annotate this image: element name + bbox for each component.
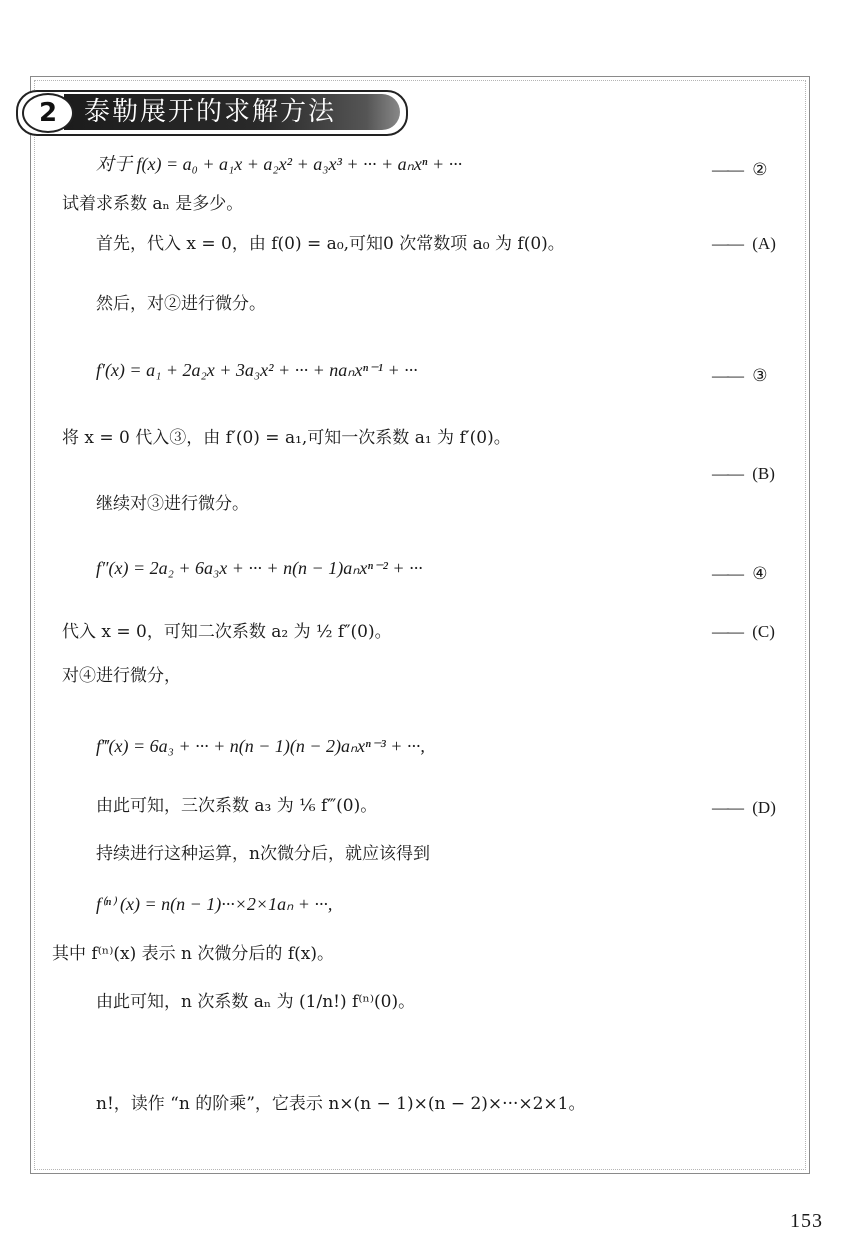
equation-tag-2: —— ②: [712, 158, 768, 182]
section-number: 2: [22, 93, 74, 133]
factorial-note: n!，读作 “n 的阶乘”，它表示 n×(n − 1)×(n − 2)×···×2×1。: [96, 1094, 586, 1114]
equation-second-derivative: f″(x) = 2a₂ + 6a₃x + ··· + n(n − 1)aₙxⁿ⁻² + ···: [96, 558, 423, 578]
equation-tag-3: —— ③: [712, 364, 768, 388]
page-number: 153: [790, 1210, 823, 1232]
equation-taylor-series: 对于 f(x) = a₀ + a₁x + a₂x² + a₃x³ + ··· + aₙxⁿ + ···: [96, 154, 463, 174]
text-line: 由此可知，三次系数 a₃ 为 ⅙ f‴(0)。: [96, 796, 378, 816]
equation-nth-derivative: f⁽ⁿ⁾ (x) = n(n − 1)···×2×1aₙ + ···,: [96, 894, 333, 914]
equation-tag-b: —— (B): [712, 462, 775, 486]
text-line: 然后，对②进行微分。: [96, 294, 266, 314]
text-line: 其中 f⁽ⁿ⁾(x) 表示 n 次微分后的 f(x)。: [52, 944, 334, 964]
text-line: 试着求系数 aₙ 是多少。: [62, 194, 244, 214]
equation-tag-c: —— (C): [712, 620, 775, 644]
equation-tag-d: —— (D): [712, 796, 776, 820]
text-line: 继续对③进行微分。: [96, 494, 249, 514]
equation-third-derivative: f‴(x) = 6a₃ + ··· + n(n − 1)(n − 2)aₙxⁿ⁻³ + ···,: [96, 736, 425, 756]
text-line: 对④进行微分，: [62, 666, 181, 686]
text-line: 代入 x = 0，可知二次系数 a₂ 为 ½ f″(0)。: [62, 622, 392, 642]
equation-tag-4: —— ④: [712, 562, 768, 586]
section-title: 泰勒展开的求解方法: [84, 97, 337, 127]
equation-first-derivative: f′(x) = a₁ + 2a₂x + 3a₃x² + ··· + naₙxⁿ⁻¹ + ···: [96, 360, 418, 380]
text-line: 首先，代入 x = 0，由 f(0) = a₀,可知0 次常数项 a₀ 为 f(0)。: [96, 234, 565, 254]
text-line: 由此可知，n 次系数 aₙ 为 (1/n!) f⁽ⁿ⁾(0)。: [96, 992, 416, 1012]
text-line: 持续进行这种运算，n次微分后，就应该得到: [96, 844, 430, 864]
equation-tag-a: —— (A): [712, 232, 776, 256]
text-line: 将 x = 0 代入③，由 f′(0) = a₁,可知一次系数 a₁ 为 f′(0)。: [62, 428, 511, 448]
